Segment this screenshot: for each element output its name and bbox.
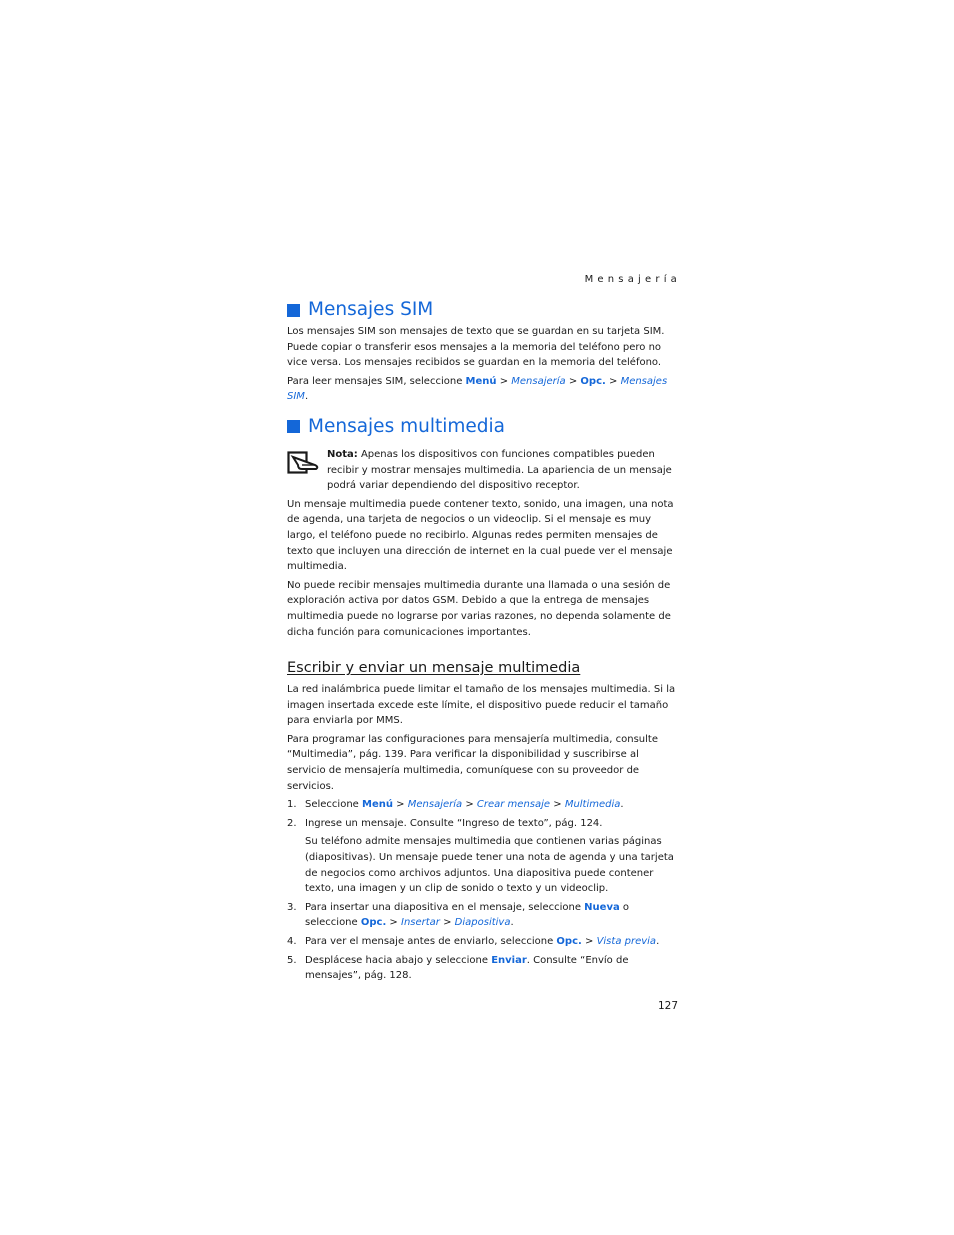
subsection-title-write: Escribir y enviar un mensaje multimedia [287, 660, 581, 677]
note-hand-icon [287, 447, 327, 494]
section-title-multimedia [287, 413, 677, 441]
running-header: Mensajería [584, 274, 681, 285]
section-title-sim-text: Mensajes SIM [308, 299, 434, 320]
list-item: 1. Seleccione Menú > Mensajería > Crear mensaje > Multimedia. [287, 799, 624, 811]
list-item: 2. Ingrese un mensaje. Consulte “Ingreso de texto”, pág. 124. Su teléfono admite mensajes multimedia que contienen varias páginas (diapositivas). Un mensaje puede tener una nota de agenda y una tarjeta de negocios como archivos adjuntos. Una diapositiva puede contener texto, una imagen y un clip de sonido o texto y un videoclip. [287, 816, 677, 897]
sim-paragraph-2: Para leer mensajes SIM, seleccione Menú > Mensajería > Opc. > Mensajes SIM. [287, 375, 668, 403]
section-title-multimedia-text: Mensajes multimedia [308, 415, 505, 437]
list-item: 3. Para insertar una diapositiva en el mensaje, seleccione Nueva o seleccione Opc. > Insertar > Diapositiva. [287, 901, 630, 929]
multimedia-paragraph-2: No puede recibir mensajes multimedia durante una llamada o una sesión de exploración activa por datos GSM. Debido a que la entrega de mensajes multimedia puede no lograrse por varias razones, no dependa solamente de dicha función para comunicaciones importantes. [287, 579, 671, 638]
manual-page [287, 272, 681, 1012]
list-item: 5. Desplácese hacia abajo y seleccione Enviar. Consulte “Envío de mensajes”, pág. 128. [287, 954, 629, 982]
section-square-icon [287, 420, 300, 433]
sim-paragraph-1: Los mensajes SIM son mensajes de texto que se guardan en su tarjeta SIM. Puede copiar o transferir esos mensajes a la memoria del teléfono pero no vice versa. Los mensajes recibidos se guardan en la memoria del teléfono. [287, 326, 665, 369]
section-title-sim [287, 296, 677, 324]
steps-list [287, 797, 677, 984]
list-item: 4. Para ver el mensaje antes de enviarlo, seleccione Opc. > Vista previa. [287, 936, 660, 947]
note-text: Nota: Apenas los dispositivos con funciones compatibles pueden recibir y mostrar mensajes multimedia. La apariencia de un mensaje podrá variar dependiendo del dispositivo receptor. [327, 448, 672, 492]
multimedia-paragraph-1: Un mensaje multimedia puede contener texto, sonido, una imagen, una nota de agenda, una tarjeta de negocios o un videoclip. Si el mensaje es muy largo, el teléfono puede no recibirlo. Algunas redes permiten mensajes de texto que incluyen una dirección de internet en la cual puede ver el mensaje multimedia. [287, 498, 674, 573]
section-square-icon [287, 304, 300, 317]
write-paragraph-1: La red inalámbrica puede limitar el tamaño de los mensajes multimedia. Si la imagen insertada excede este límite, el dispositivo puede reducir el tamaño para enviarla por MMS. [287, 684, 676, 727]
list-item-subparagraph: Su teléfono admite mensajes multimedia que contienen varias páginas (diapositivas). Un mensaje puede tener una nota de agenda y una tarjeta de negocios como archivos adjuntos. Una diapositiva puede contener texto, una imagen y un clip de sonido o texto y un videoclip. [305, 836, 674, 895]
page-number: 127 [657, 999, 678, 1012]
write-paragraph-2: Para programar las configuraciones para mensajería multimedia, consulte “Multimedia”, pág. 139. Para verificar la disponibilidad y suscribirse al servicio de mensajería multimedia, comuníquese con su proveedor de servicios. [287, 733, 658, 792]
note-block [287, 447, 677, 494]
